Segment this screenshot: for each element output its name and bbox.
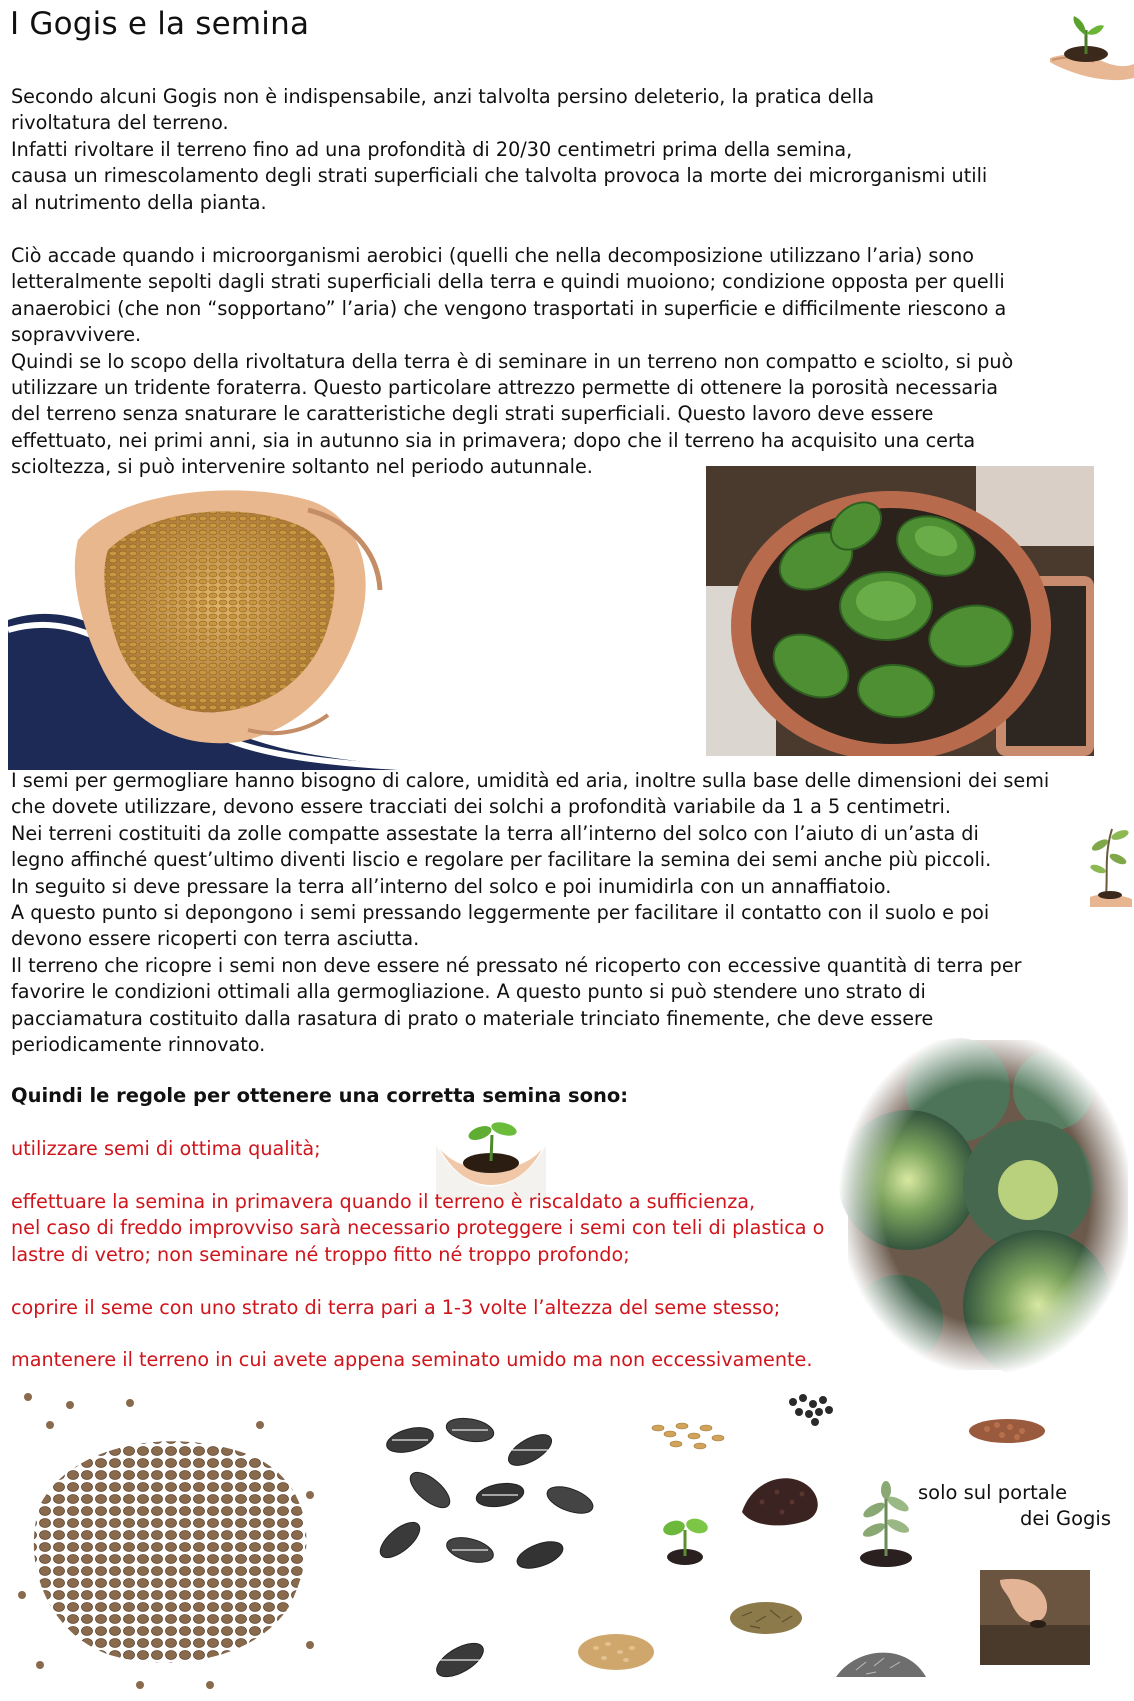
- young-plant-image: [850, 1480, 922, 1568]
- caption-line-1: solo sul portale: [918, 1481, 1068, 1504]
- portal-caption: [918, 1480, 1111, 1532]
- sapling-image: [1086, 815, 1134, 907]
- cumin-seeds-image: [722, 1588, 810, 1643]
- rule-item-spring: effettuare la semina in primavera quando il terreno è riscaldato a sufficienza, nel caso di freddo improvviso sarà necessario proteggere i semi con teli di plastica o lastre di vetro; non seminare né troppo fitto né troppo profondo;: [11, 1190, 825, 1266]
- grain-in-hands-image: [8, 480, 458, 770]
- seedling-in-hand-image: [1048, 12, 1134, 84]
- sesame-seeds-image: [568, 1618, 663, 1678]
- sprout-image: [655, 1502, 715, 1567]
- caption-line-2: dei Gogis: [1020, 1507, 1111, 1530]
- rule-item-quality: utilizzare semi di ottima qualità;: [11, 1137, 321, 1160]
- cabbage-image: [838, 1030, 1134, 1375]
- seedling-in-hands-image: [436, 1105, 546, 1200]
- seeds-paragraph: I semi per germogliare hanno bisogno di calore, umidità ed aria, inoltre sulla base delle dimensioni dei semi che dovete utilizzare, devono essere tracciati dei solchi a profondità variabile da 1 a 5 centimetri. Nei terreni costituiti da zolle compatte assestate la terra all’interno del solco con l’aiuto di un’asta di legno affinché quest’ultimo diventi liscio e regolare per facilitare la semina dei semi anche più piccoli. In seguito si deve pressare la terra all’interno del solco e poi inumidirla con un annaffiatoio. A questo punto si depongono i semi pressando leggermente per facilitare il contatto con il suolo e poi devono essere ricoperti con terra asciutta. Il terreno che ricopre i semi non deve essere né pressato né ricoperto con eccessive quantità di terra per favorire le condizioni ottimali alla germogliazione. A questo punto si può stendere uno strato di pacciamatura costituito dalla rasatura di prato o materiale trinciato finemente, che deve essere periodicamente rinnovato.: [11, 769, 1050, 1057]
- page-title: I Gogis e la semina: [10, 6, 310, 42]
- black-seeds-image: [775, 1382, 850, 1432]
- aerobic-paragraph: Ciò accade quando i microorganismi aerobici (quelli che nella decomposizione utilizzano l’aria) sono letteralmente sepolti dagli strati superficiali della terra e quindi muoiono; condizione opposta per quelli anaerobici (che non “sopportano” l’aria) che vengono trasportati in superficie e difficilmente riescono a sopravvivere. Quindi se lo scopo della rivoltatura della terra è di seminare in un terreno non compatto e sciolto, si può utilizzare un tridente foraterra. Questo particolare attrezzo permette di ottenere la porosità necessaria del terreno senza snaturare le caratteristiche degli strati superficiali. Questo lavoro deve essere effettuato, nei primi anni, sia in autunno sia in primavera; dopo che il terreno ha acquisito una certa scioltezza, si può intervenire soltanto nel periodo autunnale.: [11, 244, 1014, 479]
- grey-seeds-image: [826, 1632, 936, 1687]
- brown-seeds-image: [962, 1405, 1052, 1450]
- wheat-seeds-image: [638, 1408, 738, 1458]
- rule-item-cover: coprire il seme con uno strato di terra pari a 1-3 volte l’altezza del seme stesso;: [11, 1296, 781, 1319]
- rules-heading: Quindi le regole per ottenere una corretta semina sono:: [11, 1084, 629, 1107]
- radish-seeds-image: [10, 1385, 330, 1695]
- hand-in-soil-image: [980, 1570, 1090, 1665]
- dark-seeds-image: [732, 1462, 830, 1532]
- rule-item-moisture: mantenere il terreno in cui avete appena seminato umido ma non eccessivamente.: [11, 1348, 813, 1371]
- intro-paragraph: Secondo alcuni Gogis non è indispensabile, anzi talvolta persino deleterio, la pratica della rivoltatura del terreno. Infatti rivoltare il terreno fino ad una profondità di 20/30 centimetri prima della semina, causa un rimescolamento degli strati superficiali che talvolta provoca la morte dei microrganismi utili al nutrimento della pianta.: [11, 85, 988, 214]
- plant-in-pot-image: [706, 466, 1094, 756]
